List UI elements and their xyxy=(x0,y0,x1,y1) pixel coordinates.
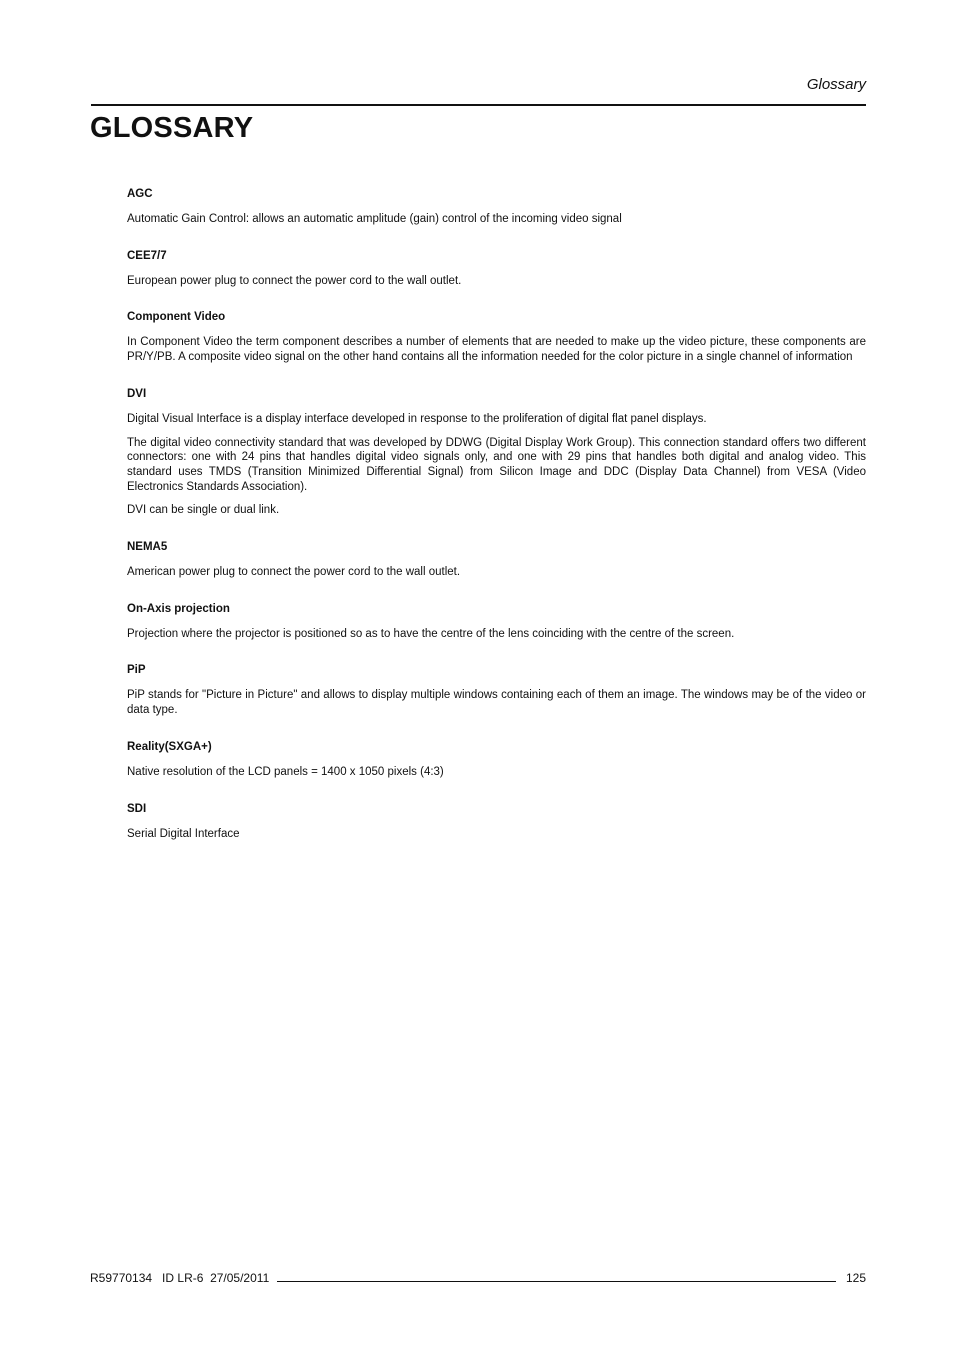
glossary-definition: Projection where the projector is positioned so as to have the centre of the lens coinciding with the centre of the screen. xyxy=(127,627,735,640)
glossary-entry-on-axis-projection xyxy=(127,602,866,642)
glossary-entry-nema5 xyxy=(127,540,866,580)
glossary-definition: Automatic Gain Control: allows an automatic amplitude (gain) control of the incoming video signal xyxy=(127,213,622,225)
page-title: GLOSSARY xyxy=(90,112,254,144)
glossary-term: AGC xyxy=(127,188,153,200)
header-rule xyxy=(91,104,866,106)
footer-rule xyxy=(277,1281,836,1282)
glossary-entries xyxy=(127,187,866,863)
glossary-term: DVI xyxy=(127,387,147,400)
glossary-entry-agc xyxy=(127,187,866,227)
glossary-definition: Digital Visual Interface is a display interface developed in response to the proliferation of digital flat panel displays. xyxy=(127,412,707,425)
glossary-definition: PiP stands for "Picture in Picture" and allows to display multiple windows containing each of them an image. The windows may be of the video or data type. xyxy=(127,689,866,717)
glossary-definition: Native resolution of the LCD panels = 1400 x 1050 pixels (4:3) xyxy=(127,765,444,778)
glossary-entry-component-video xyxy=(127,310,866,364)
glossary-entry-cee77 xyxy=(127,249,866,289)
glossary-definition: In Component Video the term component describes a number of elements that are needed to make up the video picture, these components are PR/Y/PB. A composite video signal on the other hand contains all the information needed for the color picture in a single channel of information xyxy=(127,336,866,364)
footer-page-number: 125 xyxy=(845,1271,866,1285)
glossary-definition: Serial Digital Interface xyxy=(127,827,240,840)
glossary-entry-dvi xyxy=(127,387,866,518)
glossary-term: SDI xyxy=(127,802,147,815)
page-footer xyxy=(90,1269,866,1285)
glossary-entry-pip xyxy=(127,663,866,717)
glossary-definition: The digital video connectivity standard that was developed by DDWG (Digital Display Work Group). This connection standard offers two different connectors: one with 24 pins that handles digital video signals only, and one with 29 pins that handles both digital and analog video. This standard uses TMDS (Transition Minimized Differential Signal) from Silicon Image and DDC (Display Data Channel) from VESA (Video Electronics Standards Association). xyxy=(127,436,866,493)
running-header-title: Glossary xyxy=(806,76,866,93)
glossary-definition: European power plug to connect the power cord to the wall outlet. xyxy=(127,274,462,287)
footer-document-id: R59770134 ID LR-6 27/05/2011 xyxy=(90,1271,270,1285)
glossary-term: Component Video xyxy=(127,311,226,324)
glossary-term: PiP xyxy=(127,664,146,677)
glossary-term: NEMA5 xyxy=(127,541,168,554)
glossary-entry-sdi xyxy=(127,802,866,842)
glossary-definition: American power plug to connect the power cord to the wall outlet. xyxy=(127,566,461,579)
glossary-term: Reality(SXGA+) xyxy=(127,740,212,753)
glossary-term: On-Axis projection xyxy=(127,602,230,615)
glossary-entry-reality-sxga xyxy=(127,740,866,780)
glossary-term: CEE7/7 xyxy=(127,249,167,262)
glossary-definition: DVI can be single or dual link. xyxy=(127,504,280,517)
